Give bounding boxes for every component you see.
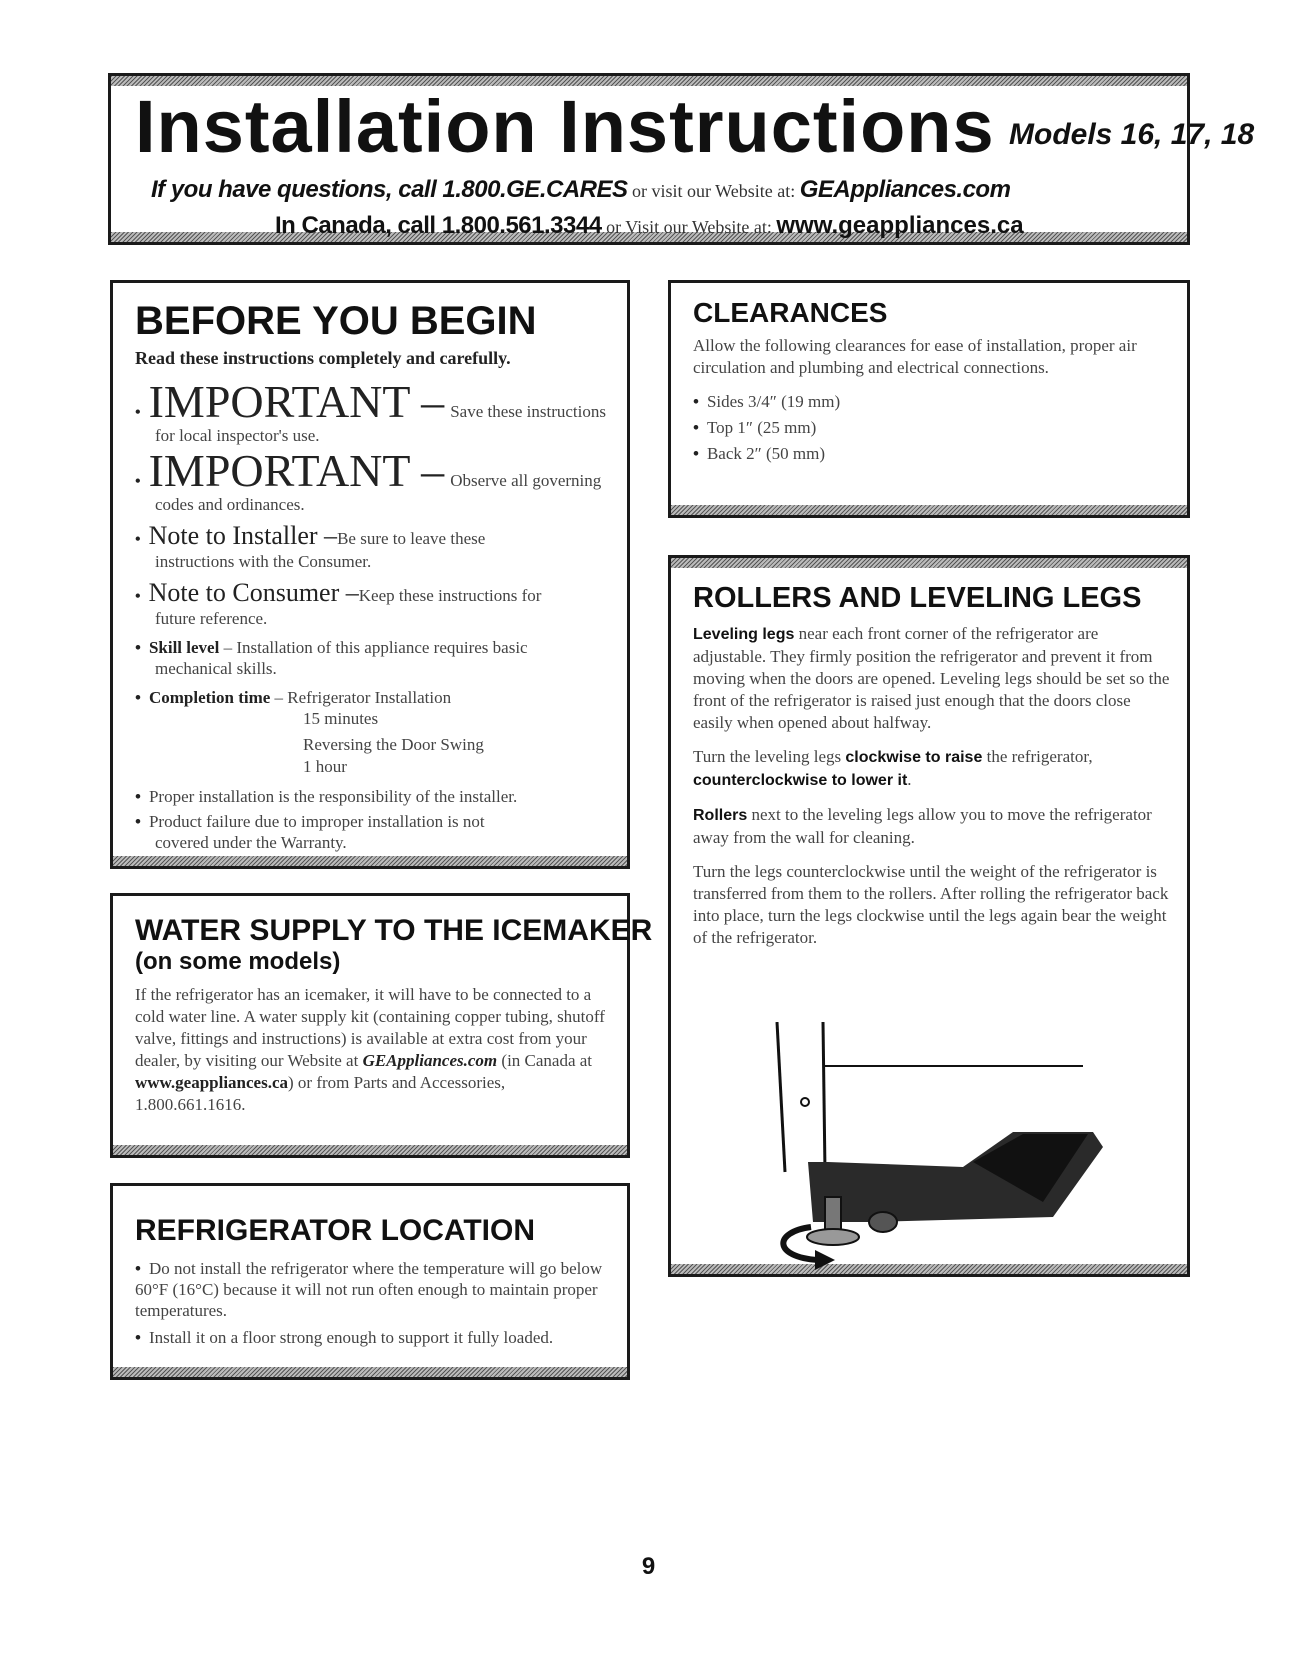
- clearances-list: [693, 389, 1171, 467]
- note-consumer-label: Note to Consumer –: [148, 578, 359, 607]
- important-item-1: [135, 376, 611, 427]
- us-phone: If you have questions, call 1.800.GE.CARES: [151, 176, 628, 203]
- bullet-dot: •: [135, 638, 141, 657]
- failure-item: [135, 811, 611, 832]
- turn-e: .: [907, 770, 912, 789]
- bullet-dot: •: [135, 787, 141, 806]
- rollers-text: next to the leveling legs allow you to move the refrigerator away from the wall for cleaning.: [693, 805, 1152, 847]
- skill-label: Skill level: [148, 638, 220, 657]
- turn-clockwise: clockwise to raise: [845, 749, 983, 766]
- location-item-text: Do not install the refrigerator where the temperature will go below 60°F (16°C) because it will not run often enough to maintain proper temperatures.: [135, 1259, 603, 1320]
- turn-legs-paragraph: Turn the legs counterclockwise until the weight of the refrigerator is transferred from them to the rollers. After rolling the refrigerator back into place, turn the legs clockwise until the legs again bear the weight of the refrigerator.: [693, 862, 1169, 947]
- clearance-item: [693, 441, 1171, 467]
- proper-install-text: Proper installation is the responsibility of the installer.: [148, 787, 518, 806]
- water-paragraph: [135, 984, 611, 1116]
- us-visit-text: or visit our Website at:: [627, 181, 800, 201]
- clearance-item: [693, 389, 1171, 415]
- page-title: Installation Instructions: [135, 85, 995, 168]
- proper-install-item: [135, 786, 611, 807]
- models-label: Models 16, 17, 18: [1009, 118, 1255, 151]
- bullet-dot: •: [135, 1259, 141, 1278]
- time-door: 1 hour: [303, 757, 347, 776]
- rollers-body: [693, 623, 1171, 949]
- rollers-title: ROLLERS AND LEVELING LEGS: [693, 582, 1142, 614]
- before-you-begin-box: [110, 280, 630, 869]
- water-title: WATER SUPPLY TO THE ICEMAKER: [135, 914, 653, 947]
- leveling-paragraph: [693, 623, 1171, 734]
- note-consumer-cont: future reference.: [155, 609, 268, 628]
- before-intro: Read these instructions completely and carefully.: [135, 348, 511, 368]
- bullet-dot: •: [693, 444, 699, 463]
- bullet-dot: •: [693, 392, 699, 411]
- clearance-top: Top 1″ (25 mm): [706, 418, 817, 437]
- bullet-dot: •: [135, 588, 141, 605]
- bullet-dot: •: [693, 418, 699, 437]
- location-box: [110, 1183, 630, 1380]
- water-site-ca-link[interactable]: www.geappliances.ca: [135, 1073, 288, 1092]
- completion-label: Completion time: [148, 688, 271, 707]
- before-bottom-band: [113, 856, 627, 866]
- failure-text: Product failure due to improper installation is not: [148, 812, 485, 831]
- rollers-top-band: [671, 558, 1187, 568]
- water-text-b: (in Canada at: [497, 1051, 593, 1070]
- time-installation: 15 minutes: [303, 709, 379, 728]
- note-installer: [135, 521, 611, 551]
- bullet-dot: •: [135, 404, 141, 421]
- location-bottom-band: [113, 1367, 627, 1377]
- page-number: 9: [641, 1553, 656, 1580]
- important-cont: for local inspector's use.: [155, 426, 320, 445]
- note-consumer: [135, 578, 611, 608]
- location-item-text: Install it on a floor strong enough to support it fully loaded.: [148, 1328, 554, 1347]
- skill-text: – Installation of this appliance requires basic: [219, 638, 528, 657]
- bullet-dot: •: [135, 688, 141, 707]
- water-text-a: If the refrigerator has an icemaker, it will have to be connected to a cold water line. A water supply kit (containing copper tubing, shutoff valve, fittings and instructions) is available at extra cost from your dealer, by visiting our Website at: [135, 985, 605, 1070]
- leveling-leg-illustration: [713, 1022, 1193, 1282]
- skill-level-item: [135, 637, 611, 658]
- canada-contact-line: [275, 212, 1024, 240]
- us-contact-line: [151, 176, 1010, 204]
- water-bottom-band: [113, 1145, 627, 1155]
- leveling-text: near each front corner of the refrigerator are adjustable. They firmly position the refrigerator and prevent it from moving when the doors are opened. Leveling legs should be set so the front of the refrigerator is raised just enough that the doors close easily when opened about halfway.: [693, 624, 1170, 732]
- canada-website-link[interactable]: www.geappliances.ca: [776, 212, 1024, 239]
- before-title: BEFORE YOU BEGIN: [135, 299, 537, 343]
- clearance-sides: Sides 3/4″ (19 mm): [706, 392, 841, 411]
- clearances-title: CLEARANCES: [693, 297, 888, 328]
- location-item: [135, 1258, 611, 1321]
- completion-text: – Refrigerator Installation: [270, 688, 452, 707]
- clearance-back: Back 2″ (50 mm): [706, 444, 825, 463]
- completion-item: [135, 687, 611, 708]
- time-door-label: Reversing the Door Swing: [303, 735, 484, 754]
- header-box: [108, 73, 1255, 245]
- important-label: IMPORTANT –: [148, 376, 445, 427]
- important-item-2: [135, 445, 611, 496]
- location-title: REFRIGERATOR LOCATION: [135, 1214, 535, 1247]
- failure-cont: covered under the Warranty.: [155, 833, 347, 852]
- location-item: [135, 1327, 611, 1348]
- note-installer-text: Be sure to leave these: [337, 529, 486, 548]
- important-text: Save these instructions: [450, 402, 606, 421]
- water-text-c: ) or from Parts and Accessories, 1.800.661.1616.: [135, 1073, 506, 1114]
- clearances-bottom-band: [671, 505, 1187, 515]
- canada-visit-text: or Visit our Website at:: [601, 217, 777, 237]
- rollers-box: [668, 555, 1190, 1277]
- skill-cont: mechanical skills.: [155, 659, 277, 678]
- water-subtitle: (on some models): [135, 948, 341, 975]
- rollers-paragraph: [693, 804, 1171, 849]
- note-installer-label: Note to Installer –: [148, 521, 338, 550]
- rollers-lead: Rollers: [693, 807, 748, 824]
- turn-c: the refrigerator,: [982, 747, 1093, 766]
- important-label: IMPORTANT –: [148, 445, 445, 496]
- bullet-dot: •: [135, 473, 141, 490]
- water-site-link[interactable]: GEAppliances.com: [362, 1051, 498, 1070]
- note-installer-cont: instructions with the Consumer.: [155, 552, 372, 571]
- clearances-box: [668, 280, 1190, 518]
- us-website-link[interactable]: GEAppliances.com: [799, 176, 1011, 203]
- clearances-intro: Allow the following clearances for ease of installation, proper air circulation and plumbing and electrical connections.: [693, 336, 1137, 377]
- bullet-dot: •: [135, 1328, 141, 1347]
- note-consumer-text: Keep these instructions for: [358, 586, 542, 605]
- clearance-item: [693, 415, 1171, 441]
- bullet-dot: •: [135, 812, 141, 831]
- turn-a: Turn the leveling legs: [693, 747, 846, 766]
- turn-counterclockwise: counterclockwise to lower it: [693, 772, 908, 789]
- canada-phone: In Canada, call 1.800.561.3344: [275, 212, 602, 239]
- bullet-dot: •: [135, 531, 141, 548]
- important-text: Observe all governing: [450, 471, 602, 490]
- water-supply-box: [110, 893, 653, 1158]
- important-cont: codes and ordinances.: [155, 495, 305, 514]
- leveling-lead: Leveling legs: [693, 626, 795, 643]
- turn-paragraph: [693, 746, 1171, 792]
